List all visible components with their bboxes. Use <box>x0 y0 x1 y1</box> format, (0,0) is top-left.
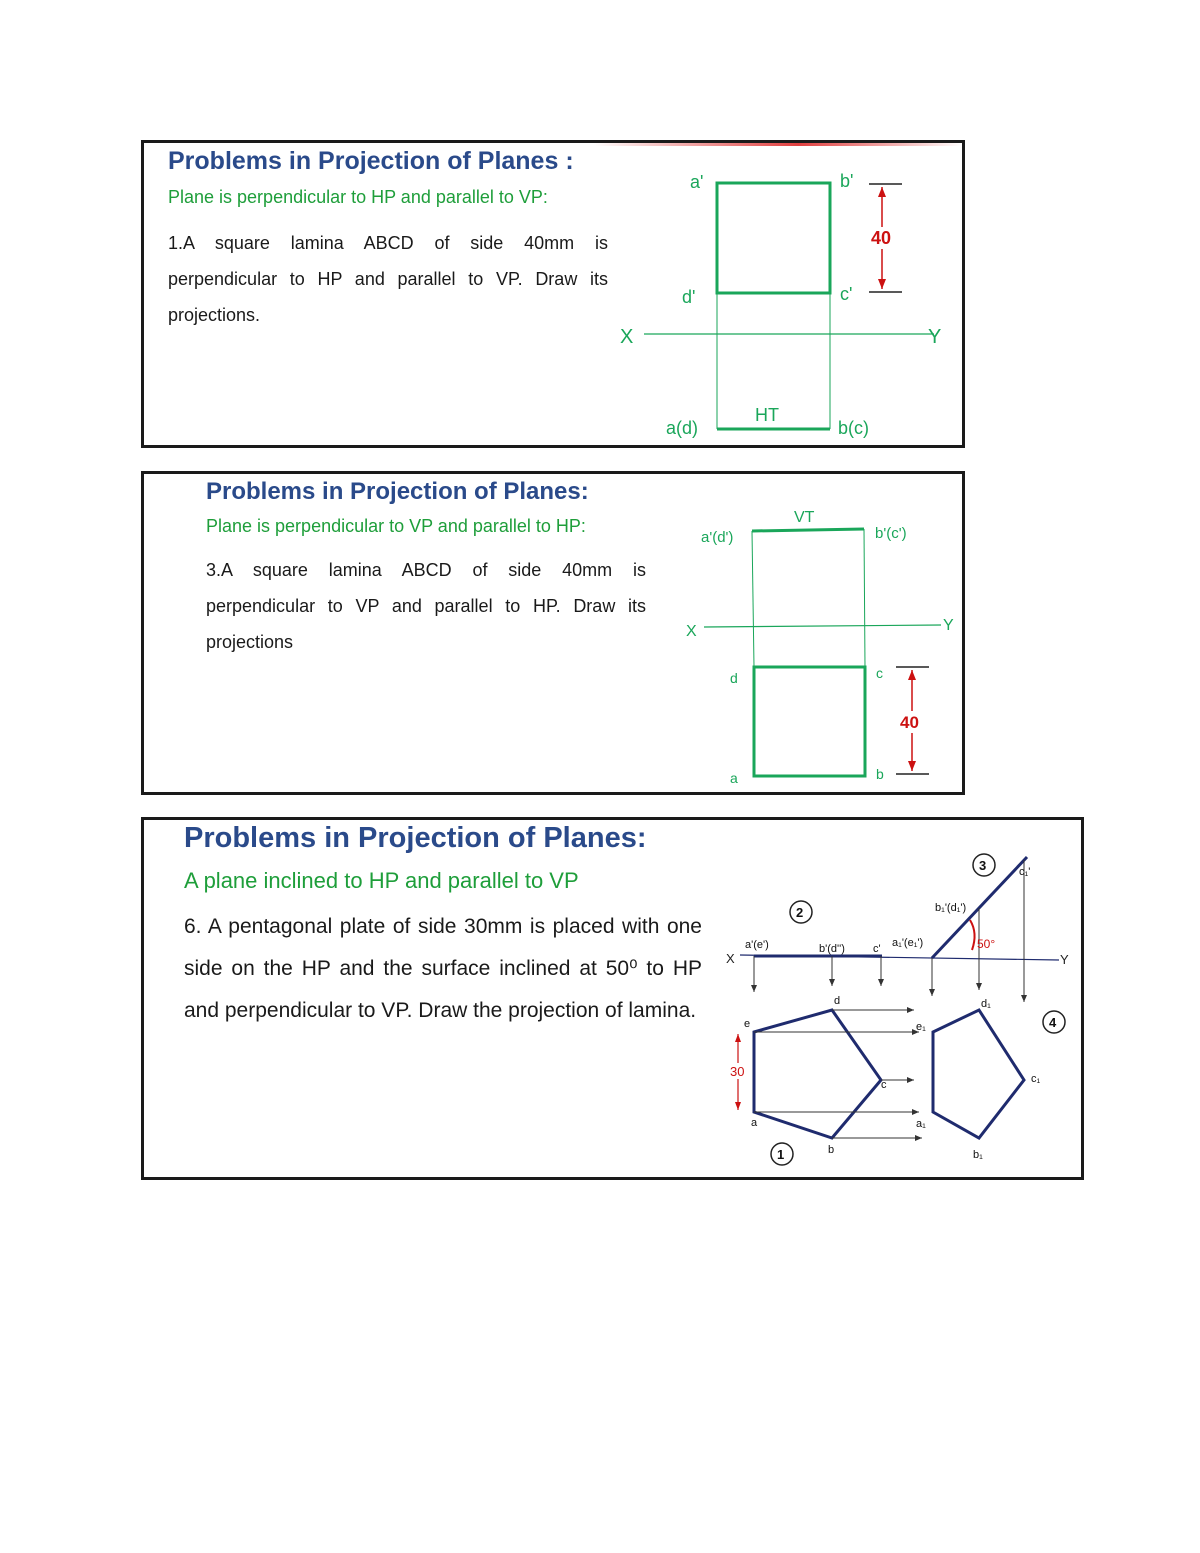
point-label: c₁ <box>1031 1073 1041 1085</box>
point-label: b(c) <box>838 418 869 438</box>
problem-panel-2 <box>141 471 965 795</box>
problem-statement: 6. A pentagonal plate of side 30mm is placed with one side on the HP and the surface inclined at 50⁰ to HP and perpendicular to VP. Draw the projection of lamina. <box>184 915 702 1022</box>
point-label: b' <box>840 171 854 191</box>
step-marker-2 <box>790 901 812 923</box>
projection-drawing-2 <box>144 474 962 792</box>
ht-label: HT <box>755 405 779 425</box>
pentagon-top-view-1 <box>754 1010 881 1138</box>
panel-title: Problems in Projection of Planes: <box>206 478 589 505</box>
angle-label: 50° <box>977 937 996 951</box>
y-label: Y <box>943 617 954 634</box>
point-label: a' <box>690 172 704 192</box>
point-label: e <box>744 1018 751 1030</box>
point-label: d <box>834 995 841 1007</box>
panel-subtitle: Plane is perpendicular to HP and parallel to VP: <box>168 187 548 207</box>
point-label: c' <box>840 284 853 304</box>
y-label: Y <box>1060 952 1069 967</box>
point-label: c' <box>873 943 881 955</box>
front-view-line <box>752 529 864 531</box>
step-marker-1 <box>771 1143 793 1165</box>
point-label: b <box>876 766 884 782</box>
step-marker-4 <box>1043 1011 1065 1033</box>
point-label: d <box>730 670 738 686</box>
point-label: b'(d'') <box>819 943 845 955</box>
projection-drawing-3 <box>144 820 1081 1177</box>
x-label: X <box>686 623 697 640</box>
panel-title: Problems in Projection of Planes: <box>184 822 647 854</box>
problem-statement: 1.A square lamina ABCD of side 40mm is perpendicular to HP and parallel to VP. Draw its projections. <box>168 233 608 325</box>
point-label: a₁ <box>916 1118 926 1130</box>
dimension-label: 40 <box>871 228 892 248</box>
point-label: c <box>881 1079 887 1091</box>
problem-panel-3 <box>141 817 1084 1180</box>
y-label: Y <box>928 326 942 348</box>
panel-subtitle: Plane is perpendicular to VP and parallel to HP: <box>206 516 586 536</box>
step-marker-3 <box>973 854 995 876</box>
dimension-arrow <box>908 670 916 680</box>
x-label: X <box>620 326 634 348</box>
pentagon-top-view-2 <box>933 1010 1024 1138</box>
point-label: d₁ <box>981 998 991 1010</box>
point-label: a <box>730 770 738 786</box>
point-label: b <box>828 1144 835 1156</box>
x-label: X <box>726 951 735 966</box>
point-label: a'(d') <box>701 529 734 546</box>
angle-arc <box>970 920 975 950</box>
projection-drawing-1 <box>144 143 962 445</box>
dimension-arrow <box>908 761 916 771</box>
point-label: b₁ <box>973 1149 983 1161</box>
step-number: 1 <box>777 1147 785 1162</box>
front-view-square <box>717 183 830 293</box>
top-view-square <box>754 667 865 776</box>
point-label: c₁' <box>1019 866 1031 878</box>
point-label: e₁ <box>916 1021 926 1033</box>
dimension-arrow <box>878 279 886 289</box>
projector-line <box>864 529 865 667</box>
step-number: 3 <box>979 858 987 873</box>
dimension-arrow <box>878 187 886 197</box>
panel-title: Problems in Projection of Planes : <box>168 147 574 175</box>
dimension-label: 30 <box>730 1064 745 1079</box>
dimension-arrow <box>735 1102 741 1110</box>
point-label: a₁'(e₁') <box>892 937 924 949</box>
step-number: 4 <box>1049 1015 1057 1030</box>
xy-line <box>704 625 941 627</box>
dimension-arrow <box>735 1034 741 1042</box>
step-number: 2 <box>796 905 804 920</box>
projector-line <box>752 531 754 667</box>
panel-subtitle: A plane inclined to HP and parallel to VP <box>184 868 579 893</box>
point-label: a <box>751 1117 758 1129</box>
vt-label: VT <box>794 509 815 526</box>
problem-statement: 3.A square lamina ABCD of side 40mm is perpendicular to VP and parallel to HP. Draw its projections <box>206 560 646 652</box>
dimension-label: 40 <box>900 713 919 732</box>
problem-panel-1 <box>141 140 965 448</box>
point-label: a'(e') <box>745 939 769 951</box>
point-label: b'(c') <box>875 525 907 542</box>
point-label: a(d) <box>666 418 699 438</box>
point-label: c <box>876 665 883 681</box>
point-label: d' <box>682 287 696 307</box>
point-label: b₁'(d₁') <box>935 902 967 914</box>
